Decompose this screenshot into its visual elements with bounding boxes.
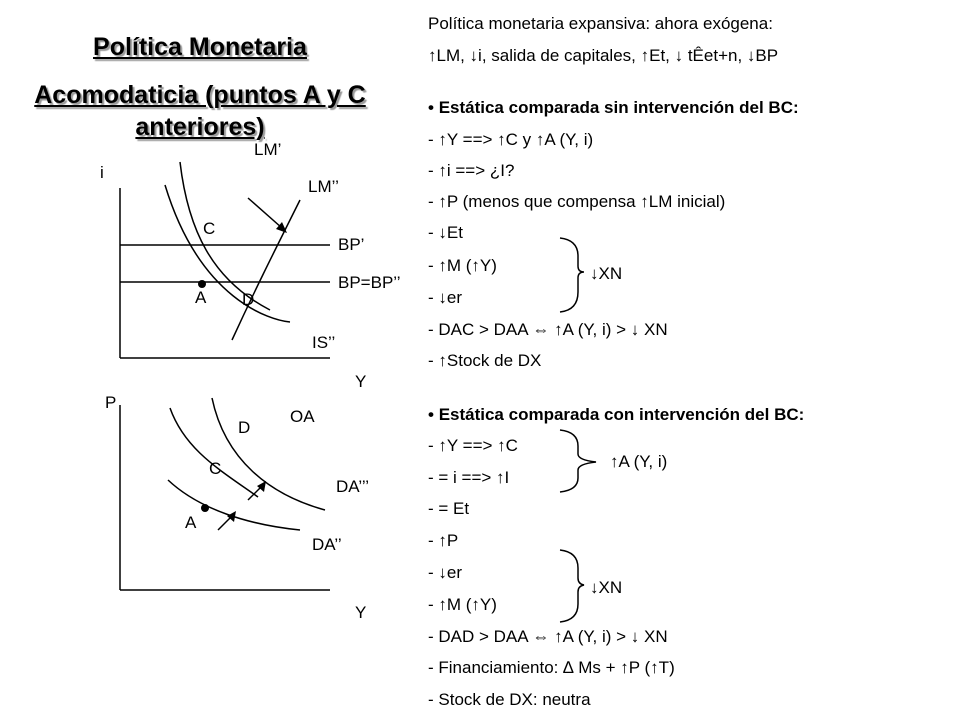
sec2-item-2: - = Et [428, 499, 470, 518]
point-c-top-label: C [203, 219, 216, 238]
bp-prime-label: BP’ [338, 235, 365, 254]
is-double-prime-label: IS’’ [312, 333, 336, 352]
intro-line-2: ↑LM, ↓i, salida de capitales, ↑Et, ↓ tÊet+n, ↓BP [428, 46, 779, 65]
sec2-item-1: - = i ==> ↑I [428, 468, 510, 487]
point-d-top-label: D [242, 290, 255, 309]
sec2-item-8: - Stock de DX: neutra [428, 690, 591, 709]
bottom-x-axis-label: Y [355, 603, 367, 622]
section-1-title-text: Estática comparada sin intervención del BC: [438, 98, 799, 117]
sec2-brace-1 [560, 430, 596, 492]
sec1-brace [560, 238, 584, 312]
da-triple-prime-label: DA’’’ [336, 477, 370, 496]
point-a-bottom-label: A [185, 513, 197, 532]
oa-label: OA [290, 407, 315, 426]
point-d-bottom-label: D [238, 418, 251, 437]
sec2-item-4: - ↓er [428, 563, 462, 582]
sec1-item-0: - ↑Y ==> ↑C y ↑A (Y, i) [428, 130, 594, 149]
sec2-brace-note-1: ↑A (Y, i) [610, 452, 668, 471]
title-line-1: Política Monetaria [93, 33, 307, 61]
point-a-top-label: A [195, 288, 207, 307]
sec2-brace-note-2: ↓XN [590, 578, 623, 597]
sec2-item-0: - ↑Y ==> ↑C [428, 436, 518, 455]
bp-equal-label: BP=BP’’ [338, 273, 401, 292]
top-y-axis-label: i [100, 163, 104, 182]
sec2-item-6: - DAD > DAA ⇔ ↑A (Y, i) > ↓ XN [428, 627, 668, 646]
sec1-item-4: - ↑M (↑Y) [428, 256, 497, 275]
sec1-item-7: - ↑Stock de DX [428, 351, 542, 370]
sec1-item-6: - DAC > DAA ⇔ ↑A (Y, i) > ↓ XN [428, 320, 668, 339]
sec2-item-5: - ↑M (↑Y) [428, 595, 497, 614]
sec1-item-5: - ↓er [428, 288, 462, 307]
section-2-title: • Estática comparada con intervención del BC: [428, 405, 805, 424]
sec1-item-2: - ↑P (menos que compensa ↑LM inicial) [428, 192, 726, 211]
sec2-item-7: - Financiamiento: ∆ Ms + ↑P (↑T) [428, 658, 675, 677]
sec1-item-1: - ↑i ==> ¿I? [428, 161, 515, 180]
section-2-title-text: Estática comparada con intervención del BC: [438, 405, 805, 424]
sec1-brace-note: ↓XN [590, 264, 623, 283]
bottom-y-axis-label: P [105, 393, 117, 412]
lm-prime-label: LM’ [254, 140, 282, 159]
title-line-3: anteriores) [135, 113, 265, 141]
sec1-item-3: - ↓Et [428, 223, 463, 242]
title-line-2: Acomodaticia (puntos A y C [34, 81, 366, 109]
point-c-bottom-label: C [209, 459, 222, 478]
intro-line-1: Política monetaria expansiva: ahora exógena: [428, 14, 773, 33]
sec2-item-3: - ↑P [428, 531, 459, 550]
da-double-prime-label: DA’’ [312, 535, 342, 554]
section-1-title: • Estática comparada sin intervención del BC: [428, 98, 799, 117]
top-x-axis-label: Y [355, 372, 367, 391]
lm-double-prime-label: LM’’ [308, 177, 339, 196]
sec2-brace-2 [560, 550, 584, 622]
